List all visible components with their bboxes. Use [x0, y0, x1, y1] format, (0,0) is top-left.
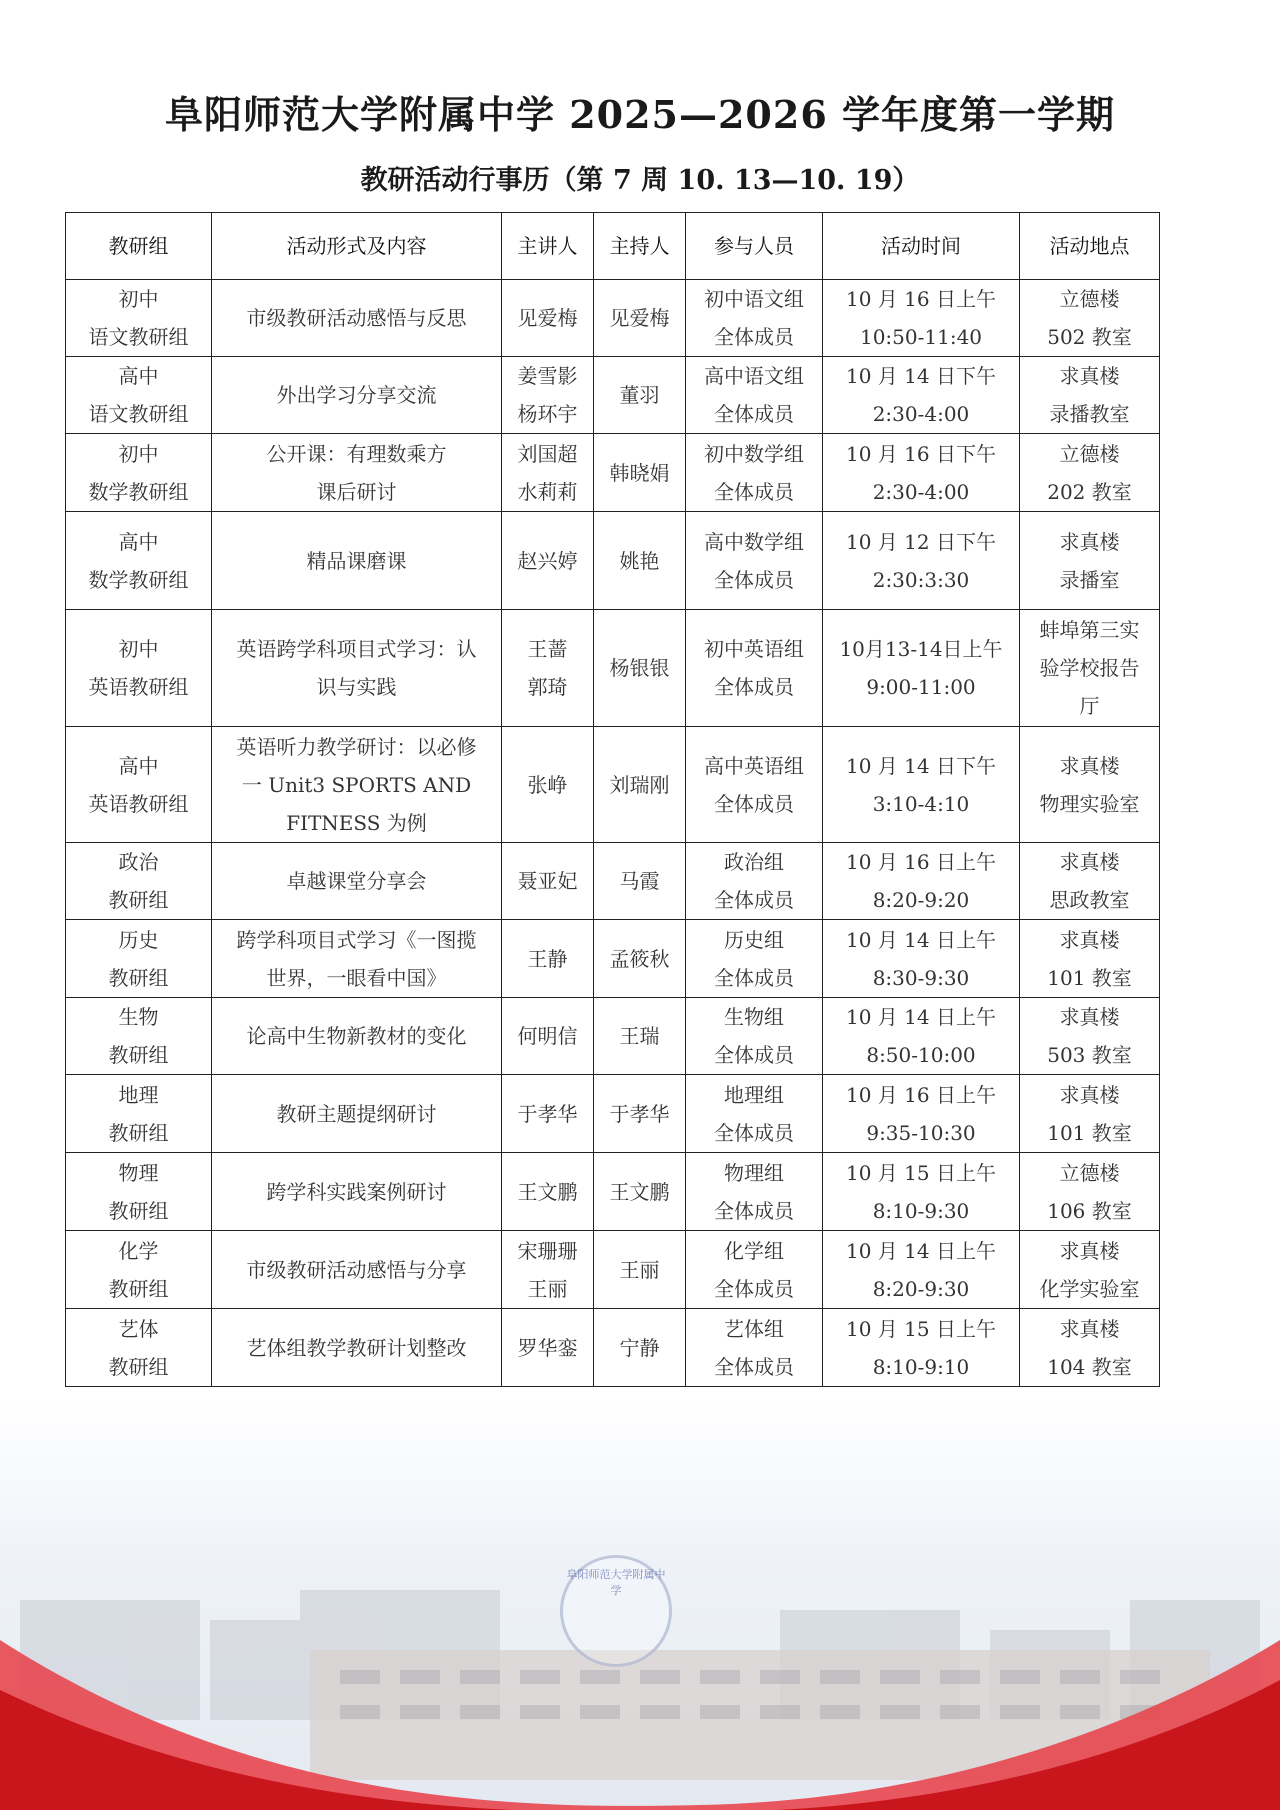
cell-group-line: 地理	[118, 1082, 159, 1107]
cell-group-line: 数学教研组	[88, 567, 189, 592]
cell-content-line: 卓越课堂分享会	[286, 869, 427, 893]
cell-content	[212, 1231, 502, 1309]
cell-place	[1020, 1309, 1160, 1387]
cell-group-line: 语文教研组	[88, 325, 189, 349]
cell-host	[594, 434, 686, 512]
col-header-content: 活动形式及内容	[212, 213, 502, 280]
cell-group	[66, 1075, 212, 1153]
cell-place-line: 厅	[1079, 694, 1100, 718]
cell-speaker-line: 王丽	[527, 1276, 568, 1301]
cell-speaker	[502, 357, 594, 434]
cell-group-line: 生物	[118, 1005, 159, 1029]
cell-time	[823, 1309, 1020, 1387]
red-wave-decoration	[0, 1600, 1280, 1810]
cell-time-line: 2:30-4:00	[872, 479, 970, 504]
cell-place-line: 立德楼	[1059, 1160, 1120, 1185]
cell-content	[212, 357, 502, 434]
cell-place-line: 求真楼	[1059, 1238, 1120, 1263]
cell-participants-line: 全体成员	[714, 325, 794, 349]
cell-participants-line: 初中数学组	[704, 441, 804, 466]
cell-group	[66, 1231, 212, 1309]
cell-time-line: 8:50-10:00	[866, 1043, 976, 1067]
cell-group	[66, 843, 212, 920]
table-row	[66, 512, 1160, 610]
cell-participants	[686, 998, 823, 1075]
cell-host-line: 王文鹏	[609, 1179, 670, 1204]
cell-group	[66, 357, 212, 434]
cell-participants	[686, 1231, 823, 1309]
cell-content-line: 公开课：有理数乘方	[266, 441, 447, 466]
cell-host	[594, 1075, 686, 1153]
cell-speaker-line: 王蔷	[527, 637, 568, 661]
cell-content	[212, 1075, 502, 1153]
cell-participants-line: 物理组	[724, 1160, 784, 1185]
cell-group-line: 高中	[118, 529, 159, 554]
cell-content-line: 英语跨学科项目式学习：认	[236, 637, 477, 661]
cell-speaker-line: 刘国超	[517, 441, 578, 466]
cell-content-line: 精品课磨课	[306, 548, 407, 573]
cell-time-line: 9:35-10:30	[866, 1120, 976, 1145]
cell-place-line: 503 教室	[1047, 1043, 1132, 1067]
table-row	[66, 1309, 1160, 1387]
cell-group-line: 高中	[118, 753, 159, 778]
cell-time	[823, 357, 1020, 434]
cell-place-line: 思政教室	[1049, 888, 1130, 912]
cell-content	[212, 512, 502, 610]
cell-content-line: 跨学科项目式学习《一图揽	[236, 927, 477, 952]
cell-time	[823, 998, 1020, 1075]
cell-host	[594, 843, 686, 920]
cell-place	[1020, 843, 1160, 920]
cell-time-line: 10 月 14 日上午	[846, 927, 996, 952]
cell-content-line: 课后研讨	[316, 479, 397, 504]
cell-host-line: 董羽	[619, 383, 660, 407]
cell-participants-line: 全体成员	[714, 888, 794, 912]
cell-participants-line: 初中英语组	[704, 637, 804, 661]
cell-place	[1020, 280, 1160, 357]
cell-participants	[686, 280, 823, 357]
cell-participants-line: 初中语文组	[704, 287, 804, 311]
col-header-host: 主持人	[594, 213, 686, 280]
cell-content-line: 艺体组教学教研计划整改	[246, 1335, 467, 1360]
cell-place-line: 202 教室	[1047, 479, 1132, 504]
cell-participants-line: 生物组	[724, 1005, 784, 1029]
cell-group-line: 语文教研组	[88, 402, 189, 426]
cell-content	[212, 843, 502, 920]
cell-time	[823, 1153, 1020, 1231]
cell-speaker-line: 于孝华	[517, 1101, 578, 1126]
cell-speaker-line: 赵兴婷	[517, 548, 578, 573]
cell-time-line: 10 月 16 日下午	[846, 441, 996, 466]
col-header-participants: 参与人员	[686, 213, 823, 280]
cell-group-line: 教研组	[108, 1120, 169, 1145]
cell-time-line: 10 月 14 日上午	[846, 1238, 996, 1263]
col-header-speaker: 主讲人	[502, 213, 594, 280]
cell-time-line: 10 月 14 日下午	[846, 364, 996, 388]
cell-group-line: 化学	[118, 1238, 159, 1263]
cell-group-line: 教研组	[108, 1198, 169, 1223]
cell-place-line: 求真楼	[1059, 1082, 1120, 1107]
cell-group-line: 政治	[118, 850, 159, 874]
cell-speaker-line: 水莉莉	[517, 479, 578, 504]
cell-speaker-line: 王文鹏	[517, 1179, 578, 1204]
cell-place-line: 101 教室	[1047, 965, 1132, 990]
cell-place	[1020, 1075, 1160, 1153]
cell-group-line: 英语教研组	[88, 791, 189, 816]
cell-group	[66, 1309, 212, 1387]
cell-participants-line: 历史组	[724, 927, 784, 952]
table-row	[66, 727, 1160, 843]
cell-time-line: 10 月 12 日下午	[846, 529, 996, 554]
cell-time	[823, 434, 1020, 512]
cell-speaker	[502, 610, 594, 727]
cell-host-line: 马霞	[619, 869, 660, 893]
cell-content-line: 论高中生物新教材的变化	[246, 1024, 467, 1048]
cell-group	[66, 998, 212, 1075]
cell-content	[212, 727, 502, 843]
cell-participants-line: 全体成员	[714, 1276, 794, 1301]
cell-content-line: 一 Unit3 SPORTS AND	[241, 772, 472, 797]
cell-time	[823, 727, 1020, 843]
table-row	[66, 280, 1160, 357]
cell-participants	[686, 512, 823, 610]
cell-speaker-line: 何明信	[517, 1024, 578, 1048]
cell-time-line: 8:10-9:10	[872, 1354, 970, 1379]
table-row	[66, 1075, 1160, 1153]
cell-group-line: 初中	[118, 637, 159, 661]
cell-participants-line: 全体成员	[714, 675, 794, 699]
cell-place-line: 104 教室	[1047, 1354, 1132, 1379]
cell-speaker	[502, 512, 594, 610]
cell-time-line: 9:00-11:00	[866, 675, 976, 699]
cell-speaker-line: 张峥	[527, 772, 568, 797]
cell-group	[66, 512, 212, 610]
table-row	[66, 1231, 1160, 1309]
cell-content-line: FITNESS 为例	[286, 810, 427, 835]
table-row	[66, 843, 1160, 920]
cell-time-line: 10月13-14日上午	[839, 637, 1003, 661]
cell-place	[1020, 920, 1160, 998]
cell-place-line: 求真楼	[1059, 850, 1120, 874]
cell-host-line: 孟筱秋	[609, 946, 670, 971]
cell-participants	[686, 1309, 823, 1387]
cell-participants-line: 全体成员	[714, 402, 794, 426]
cell-place-line: 求真楼	[1059, 1316, 1120, 1341]
cell-place	[1020, 1153, 1160, 1231]
cell-content-line: 教研主题提纲研讨	[276, 1101, 437, 1126]
cell-group-line: 艺体	[118, 1316, 159, 1341]
cell-speaker	[502, 434, 594, 512]
cell-time	[823, 843, 1020, 920]
cell-group-line: 教研组	[108, 965, 169, 990]
cell-place-line: 蚌埠第三实	[1039, 618, 1140, 642]
cell-group-line: 教研组	[108, 1354, 169, 1379]
cell-participants-line: 化学组	[724, 1238, 784, 1263]
cell-group-line: 英语教研组	[88, 675, 189, 699]
cell-time-line: 8:30-9:30	[872, 965, 970, 990]
cell-content-line: 外出学习分享交流	[276, 383, 437, 407]
cell-place-line: 立德楼	[1059, 441, 1120, 466]
cell-group-line: 初中	[118, 287, 159, 311]
cell-time	[823, 920, 1020, 998]
cell-group	[66, 434, 212, 512]
cell-host-line: 宁静	[619, 1335, 660, 1360]
cell-place-line: 立德楼	[1059, 287, 1120, 311]
cell-place	[1020, 512, 1160, 610]
cell-speaker-line: 杨环宇	[517, 402, 578, 426]
cell-place-line: 求真楼	[1059, 753, 1120, 778]
cell-speaker-line: 姜雪影	[517, 364, 578, 388]
cell-host	[594, 512, 686, 610]
cell-host-line: 王瑞	[619, 1024, 660, 1048]
cell-group	[66, 727, 212, 843]
cell-host	[594, 1153, 686, 1231]
cell-time	[823, 1231, 1020, 1309]
cell-time	[823, 512, 1020, 610]
cell-content-line: 世界，一眼看中国》	[266, 965, 447, 990]
cell-participants-line: 全体成员	[714, 567, 794, 592]
cell-participants-line: 全体成员	[714, 1354, 794, 1379]
cell-participants-line: 全体成员	[714, 1120, 794, 1145]
cell-time-line: 2:30-4:00	[872, 402, 970, 426]
cell-speaker-line: 宋珊珊	[517, 1238, 578, 1263]
cell-speaker	[502, 920, 594, 998]
cell-host	[594, 1309, 686, 1387]
cell-content-line: 识与实践	[316, 675, 397, 699]
cell-host-line: 杨银银	[609, 656, 670, 680]
cell-content	[212, 998, 502, 1075]
cell-place	[1020, 357, 1160, 434]
cell-group	[66, 1153, 212, 1231]
cell-group	[66, 920, 212, 998]
cell-group-line: 教研组	[108, 1043, 169, 1067]
cell-time-line: 2:30:3:30	[872, 567, 970, 592]
cell-speaker	[502, 843, 594, 920]
cell-content	[212, 434, 502, 512]
cell-time-line: 8:20-9:30	[872, 1276, 970, 1301]
col-header-place: 活动地点	[1020, 213, 1160, 280]
table-header-row	[66, 213, 1160, 280]
cell-group-line: 数学教研组	[88, 479, 189, 504]
cell-place-line: 求真楼	[1059, 1005, 1120, 1029]
cell-place-line: 求真楼	[1059, 529, 1120, 554]
cell-speaker	[502, 1309, 594, 1387]
cell-place-line: 502 教室	[1047, 325, 1132, 349]
cell-host	[594, 1231, 686, 1309]
cell-place-line: 求真楼	[1059, 364, 1120, 388]
cell-host-line: 于孝华	[609, 1101, 670, 1126]
table-row	[66, 434, 1160, 512]
cell-place-line: 录播教室	[1049, 402, 1130, 426]
cell-participants	[686, 434, 823, 512]
cell-place-line: 录播室	[1059, 567, 1120, 592]
cell-participants	[686, 610, 823, 727]
cell-place-line: 求真楼	[1059, 927, 1120, 952]
cell-participants	[686, 1153, 823, 1231]
cell-time	[823, 1075, 1020, 1153]
cell-speaker	[502, 727, 594, 843]
cell-host	[594, 357, 686, 434]
cell-place	[1020, 434, 1160, 512]
cell-content-line: 市级教研活动感悟与分享	[246, 1257, 467, 1282]
cell-time-line: 8:20-9:20	[872, 888, 970, 912]
cell-host	[594, 727, 686, 843]
cell-group-line: 教研组	[108, 1276, 169, 1301]
cell-host-line: 刘瑞刚	[609, 772, 670, 797]
table-row	[66, 920, 1160, 998]
seal-text: 阜阳师范大学附属中学	[566, 1568, 666, 1597]
cell-speaker-line: 见爱梅	[517, 306, 578, 330]
cell-participants-line: 全体成员	[714, 1043, 794, 1067]
cell-participants-line: 全体成员	[714, 791, 794, 816]
col-header-time: 活动时间	[823, 213, 1020, 280]
page-subtitle: 教研活动行事历（第 7 周 10. 13—10. 19）	[360, 165, 920, 196]
table-row	[66, 1153, 1160, 1231]
cell-speaker-line: 王静	[527, 946, 568, 971]
cell-participants-line: 艺体组	[724, 1316, 784, 1341]
cell-participants-line: 全体成员	[714, 479, 794, 504]
cell-place-line: 验学校报告	[1039, 656, 1140, 680]
cell-place	[1020, 727, 1160, 843]
cell-place-line: 101 教室	[1047, 1120, 1132, 1145]
cell-participants	[686, 920, 823, 998]
cell-participants-line: 高中英语组	[704, 753, 804, 778]
cell-content-line: 英语听力教学研讨：以必修	[236, 734, 477, 759]
cell-host	[594, 610, 686, 727]
table-row	[66, 357, 1160, 434]
cell-participants-line: 政治组	[724, 850, 784, 874]
cell-speaker-line: 郭琦	[527, 675, 568, 699]
cell-speaker	[502, 1075, 594, 1153]
cell-speaker	[502, 280, 594, 357]
cell-place	[1020, 998, 1160, 1075]
cell-content	[212, 610, 502, 727]
cell-time-line: 3:10-4:10	[872, 791, 970, 816]
cell-time-line: 10 月 16 日上午	[846, 850, 996, 874]
cell-host-line: 韩晓娟	[609, 460, 670, 485]
cell-group-line: 历史	[118, 927, 159, 952]
cell-time-line: 10 月 14 日下午	[846, 753, 996, 778]
table-row	[66, 610, 1160, 727]
cell-speaker	[502, 1153, 594, 1231]
cell-group	[66, 280, 212, 357]
cell-time-line: 10 月 15 日上午	[846, 1316, 996, 1341]
cell-participants	[686, 843, 823, 920]
cell-group-line: 高中	[118, 364, 159, 388]
cell-group	[66, 610, 212, 727]
cell-time	[823, 280, 1020, 357]
cell-content	[212, 280, 502, 357]
cell-group-line: 初中	[118, 441, 159, 466]
cell-participants-line: 高中数学组	[704, 529, 804, 554]
cell-place-line: 106 教室	[1047, 1198, 1132, 1223]
cell-time-line: 10 月 16 日上午	[846, 1082, 996, 1107]
cell-content-line: 市级教研活动感悟与反思	[246, 306, 467, 330]
cell-host-line: 王丽	[619, 1257, 660, 1282]
page-title: 阜阳师范大学附属中学 2025—2026 学年度第一学期	[165, 92, 1115, 137]
cell-participants	[686, 727, 823, 843]
cell-host	[594, 920, 686, 998]
cell-participants-line: 全体成员	[714, 965, 794, 990]
cell-participants-line: 高中语文组	[704, 364, 804, 388]
col-header-group: 教研组	[66, 213, 212, 280]
table-row	[66, 998, 1160, 1075]
schedule-table	[65, 212, 1160, 1387]
cell-time-line: 10:50-11:40	[859, 325, 983, 349]
cell-place-line: 化学实验室	[1039, 1276, 1140, 1301]
cell-host-line: 姚艳	[619, 548, 660, 573]
cell-speaker	[502, 1231, 594, 1309]
cell-place	[1020, 1231, 1160, 1309]
cell-speaker-line: 罗华銮	[517, 1335, 578, 1360]
cell-time-line: 10 月 15 日上午	[846, 1160, 996, 1185]
cell-time	[823, 610, 1020, 727]
cell-host	[594, 998, 686, 1075]
cell-content	[212, 1153, 502, 1231]
cell-place-line: 物理实验室	[1039, 791, 1140, 816]
cell-place	[1020, 610, 1160, 727]
cell-participants-line: 全体成员	[714, 1198, 794, 1223]
cell-content	[212, 1309, 502, 1387]
cell-group-line: 物理	[118, 1160, 159, 1185]
cell-group-line: 教研组	[108, 888, 169, 912]
cell-host-line: 见爱梅	[609, 306, 670, 330]
cell-time-line: 10 月 14 日上午	[846, 1005, 996, 1029]
cell-time-line: 8:10-9:30	[872, 1198, 970, 1223]
cell-host	[594, 280, 686, 357]
cell-time-line: 10 月 16 日上午	[846, 287, 996, 311]
cell-speaker-line: 聂亚妃	[517, 869, 578, 893]
cell-content-line: 跨学科实践案例研讨	[266, 1179, 447, 1204]
cell-participants-line: 地理组	[724, 1082, 784, 1107]
cell-content	[212, 920, 502, 998]
cell-participants	[686, 357, 823, 434]
cell-participants	[686, 1075, 823, 1153]
cell-speaker	[502, 998, 594, 1075]
